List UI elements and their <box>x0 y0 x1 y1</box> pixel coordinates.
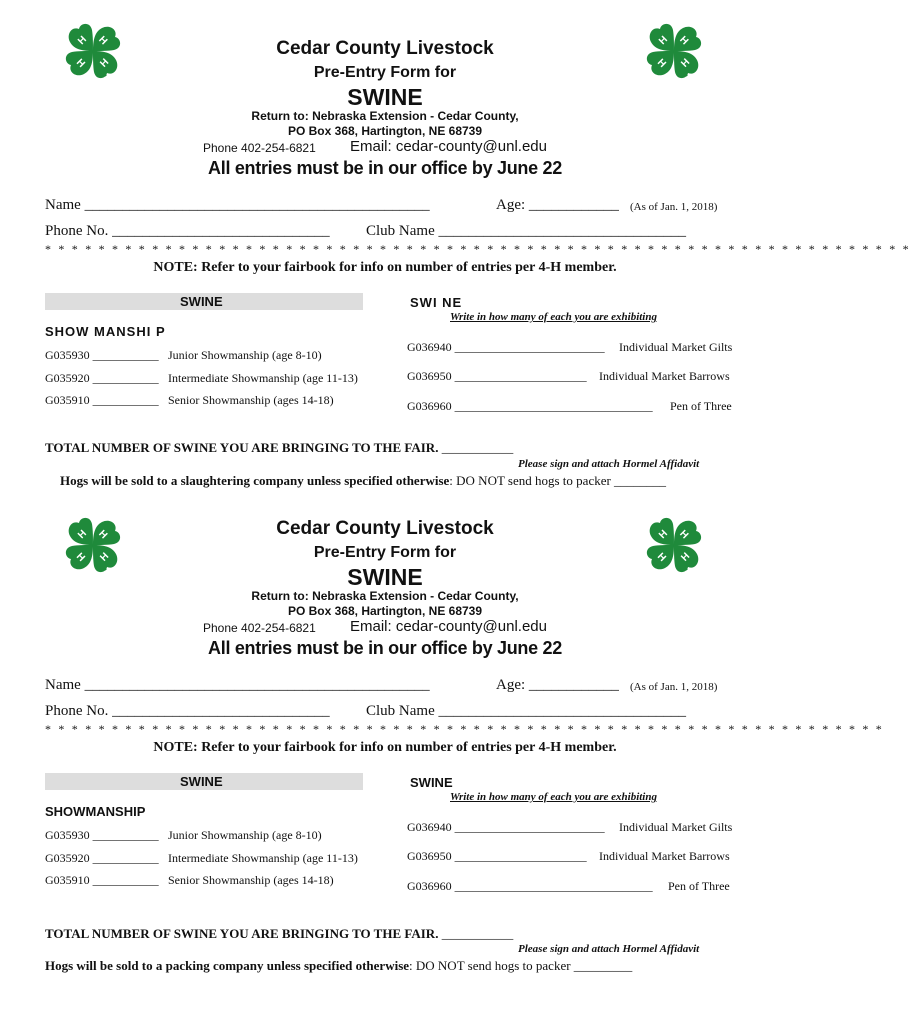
hogs-statement: Hogs will be sold to a packing company unless specified otherwise <box>45 958 410 973</box>
star-divider: * * * * * * * * * * * * * * * * * * * * * * * * * * * * * * * * * * * * * * * * * * * * * * * * * * * * * * * * * * * * * * * <box>45 722 884 736</box>
hogs-statement: Hogs will be sold to a slaughtering company unless specified otherwise <box>60 473 450 488</box>
entry-code-field[interactable]: G035910 ___________ <box>45 393 159 407</box>
return-address-line1: Return to: Nebraska Extension - Cedar County, <box>251 589 519 603</box>
entry-class-label: Individual Market Gilts <box>619 820 733 834</box>
entry-code-field[interactable]: G036950 ______________________ <box>407 849 587 863</box>
office-phone: Phone 402-254-6821 <box>203 141 316 155</box>
office-email: Email: cedar-county@unl.edu <box>350 138 547 155</box>
entry-code-field[interactable]: G036960 _________________________________ <box>407 399 653 413</box>
form-title: Cedar County Livestock <box>276 518 494 539</box>
entry-form-2 <box>0 480 884 980</box>
total-line <box>45 440 513 456</box>
entry-code-field[interactable]: G036950 ______________________ <box>407 369 587 383</box>
return-address-line2: PO Box 368, Hartington, NE 68739 <box>287 124 483 138</box>
form-subtitle: Pre-Entry Form for <box>313 544 457 561</box>
deadline-notice: All entries must be in our office by June 22 <box>208 638 562 658</box>
entry-code-field[interactable]: G035920 ___________ <box>45 371 159 385</box>
entry-code-field[interactable]: G035920 ___________ <box>45 851 159 865</box>
entry-code-field[interactable]: G036960 _________________________________ <box>407 879 653 893</box>
right-section-hint: Write in how many of each you are exhibiting <box>450 311 657 323</box>
total-line <box>45 926 513 942</box>
note-text: NOTE: Refer to your fairbook for info on number of entries per 4-H member. <box>153 740 617 755</box>
entry-class-label: Individual Market Barrows <box>599 849 730 863</box>
entry-class-label: Pen of Three <box>668 879 730 893</box>
entry-class-label: Intermediate Showmanship (age 11-13) <box>168 851 358 865</box>
showmanship-label: SHOWMANSHIP <box>45 804 146 819</box>
species-heading: SWINE <box>347 564 423 590</box>
right-section-header: SWINE <box>410 775 453 790</box>
entry-class-label: Individual Market Barrows <box>599 369 730 383</box>
age-note: (As of Jan. 1, 2018) <box>630 201 718 213</box>
species-heading: SWINE <box>347 84 423 110</box>
entry-code-field[interactable]: G035930 ___________ <box>45 348 159 362</box>
total-input[interactable]: ___________ <box>438 440 514 455</box>
entry-code-field[interactable]: G035910 ___________ <box>45 873 159 887</box>
name-field[interactable]: Name ______________________________________________ <box>45 197 430 213</box>
packer-input[interactable]: : DO NOT send hogs to packer ________ <box>449 473 667 488</box>
return-address-line2: PO Box 368, Hartington, NE 68739 <box>287 604 483 618</box>
age-field[interactable]: Age: ____________ <box>496 197 619 213</box>
entry-code-field[interactable]: G036940 _________________________ <box>407 820 605 834</box>
right-section-header: SWI NE <box>410 295 463 310</box>
deadline-notice: All entries must be in our office by June 22 <box>208 158 562 178</box>
entry-form-1 <box>0 0 911 500</box>
entry-code-field[interactable]: G036940 _________________________ <box>407 340 605 354</box>
right-section-hint: Write in how many of each you are exhibiting <box>450 791 657 803</box>
age-note: (As of Jan. 1, 2018) <box>630 681 718 693</box>
form-subtitle: Pre-Entry Form for <box>313 64 457 81</box>
phone-field[interactable]: Phone No. _____________________________ <box>45 703 330 719</box>
total-label: TOTAL NUMBER OF SWINE YOU ARE BRINGING TO THE FAIR. <box>45 440 439 455</box>
entry-class-label: Junior Showmanship (age 8-10) <box>168 828 322 842</box>
total-label: TOTAL NUMBER OF SWINE YOU ARE BRINGING TO THE FAIR. <box>45 926 439 941</box>
star-divider: * * * * * * * * * * * * * * * * * * * * * * * * * * * * * * * * * * * * * * * * * * * * * * * * * * * * * * * * * * * * * * * * * <box>45 242 911 256</box>
affidavit-note: Please sign and attach Hormel Affidavit <box>518 943 700 955</box>
entry-class-label: Junior Showmanship (age 8-10) <box>168 348 322 362</box>
entry-class-label: Intermediate Showmanship (age 11-13) <box>168 371 358 385</box>
age-field[interactable]: Age: ____________ <box>496 677 619 693</box>
left-section-header: SWINE <box>180 294 223 309</box>
affidavit-note: Please sign and attach Hormel Affidavit <box>518 458 700 470</box>
phone-field[interactable]: Phone No. _____________________________ <box>45 223 330 239</box>
note-text: NOTE: Refer to your fairbook for info on number of entries per 4-H member. <box>153 260 617 275</box>
hogs-line <box>45 958 632 974</box>
packer-input[interactable]: : DO NOT send hogs to packer _________ <box>409 958 633 973</box>
club-name-field[interactable]: Club Name _________________________________ <box>366 223 686 239</box>
total-input[interactable]: ___________ <box>438 926 514 941</box>
entry-class-label: Pen of Three <box>670 399 732 413</box>
office-phone: Phone 402-254-6821 <box>203 621 316 635</box>
office-email: Email: cedar-county@unl.edu <box>350 618 547 635</box>
entry-class-label: Senior Showmanship (ages 14-18) <box>168 393 334 407</box>
entry-class-label: Individual Market Gilts <box>619 340 733 354</box>
form-title: Cedar County Livestock <box>276 38 494 59</box>
name-field[interactable]: Name ______________________________________________ <box>45 677 430 693</box>
left-section-header: SWINE <box>180 774 223 789</box>
entry-class-label: Senior Showmanship (ages 14-18) <box>168 873 334 887</box>
showmanship-label: SHOW MANSHI P <box>45 324 166 339</box>
club-name-field[interactable]: Club Name _________________________________ <box>366 703 686 719</box>
entry-code-field[interactable]: G035930 ___________ <box>45 828 159 842</box>
return-address-line1: Return to: Nebraska Extension - Cedar County, <box>251 109 519 123</box>
